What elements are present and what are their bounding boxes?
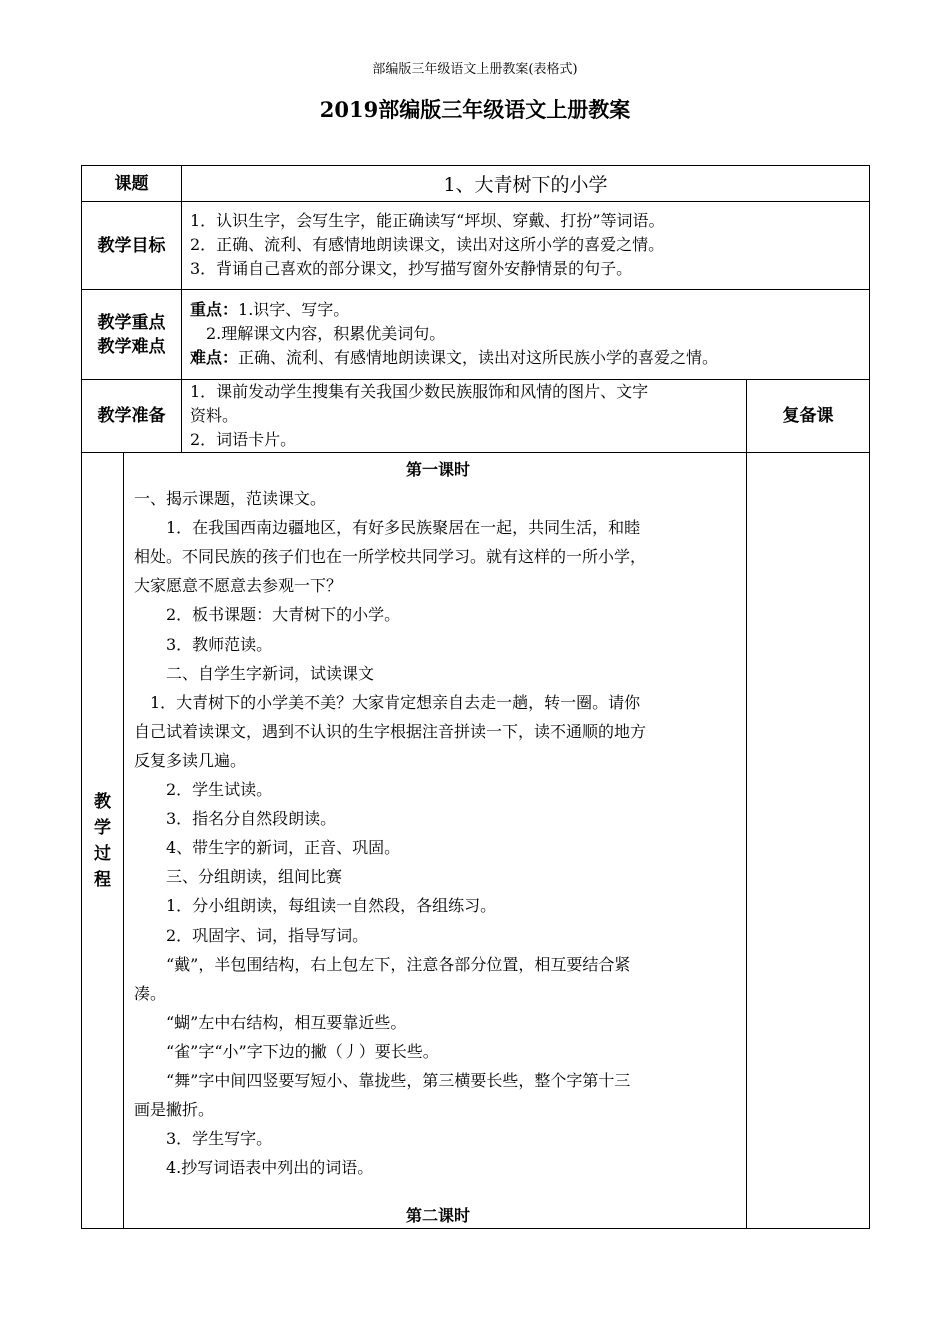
key-text: 1.识字、写字。 <box>238 300 350 319</box>
process-line: 1．大青树下的小学美不美？大家肯定想亲自去走一趟，转一圈。请你 <box>134 692 641 712</box>
process-line: “戴”，半包围结构，右上包左下，注意各部分位置，相互要结合紧 <box>134 954 631 974</box>
lesson-2-title: 第二课时 <box>405 1206 470 1225</box>
process-line: 3．学生写字。 <box>134 1129 273 1149</box>
table-rule <box>746 379 747 1229</box>
process-line: 2．学生试读。 <box>134 780 273 800</box>
running-header: 部编版三年级语文上册教案(表格式) <box>372 62 578 77</box>
process-line: 4.抄写词语表中列出的词语。 <box>134 1158 374 1178</box>
key-text: 2.理解课文内容，积累优美词句。 <box>206 324 446 343</box>
prep-line: 2．词语卡片。 <box>190 430 297 449</box>
table-rule <box>123 452 124 1229</box>
goals-content <box>190 209 865 281</box>
process-line: “舞”字中间四竖要写短小、靠拢些，第三横要长些，整个字第十三 <box>134 1070 631 1090</box>
difficulty-text: 正确、流利、有感情地朗读课文，读出对这所民族小学的喜爱之情。 <box>238 348 719 367</box>
key-line-2 <box>190 322 865 346</box>
process-line: 画是撇折。 <box>134 1100 215 1120</box>
process-line: 一、揭示课题，范读课文。 <box>134 489 327 509</box>
goals-label: 教学目标 <box>97 235 166 256</box>
table-rule <box>181 165 182 453</box>
key-line-1 <box>190 298 865 322</box>
prep-line: 1．课前发动学生搜集有关我国少数民族服饰和风情的图片、文字 <box>190 382 649 401</box>
process-line: “蝴”左中右结构，相互要靠近些。 <box>134 1012 407 1032</box>
process-line: 反复多读几遍。 <box>134 750 247 770</box>
lesson-1-title: 第一课时 <box>405 460 470 479</box>
review-label: 复备课 <box>782 406 834 426</box>
document-title: 2019部编版三年级语文上册教案 <box>319 97 631 122</box>
process-label-char: 教 <box>94 791 111 812</box>
goal-item: 1．认识生字，会写生字，能正确读写“坪坝、穿戴、打扮”等词语。 <box>190 211 665 230</box>
difficulty-line <box>190 346 865 370</box>
difficulty-heading: 难点： <box>190 348 239 367</box>
process-line: 二、自学生字新词，试读课文 <box>134 663 375 683</box>
goal-item: 3．背诵自己喜欢的部分课文，抄写描写窗外安静情景的句子。 <box>190 259 633 278</box>
process-line: “雀”字“小”字下边的撇（丿）要长些。 <box>134 1041 439 1061</box>
process-line: 自己试着读课文，遇到不认识的生字根据注音拼读一下，读不通顺的地方 <box>134 721 647 741</box>
prep-line: 资料。 <box>190 406 239 425</box>
prep-label: 教学准备 <box>97 406 166 426</box>
process-line: 2．巩固字、词，指导写词。 <box>134 925 369 945</box>
keypoints-label <box>82 290 181 379</box>
process-content <box>134 455 742 1182</box>
process-line: 3．教师范读。 <box>134 634 273 654</box>
keypoints-label-difficulty: 教学难点 <box>97 336 166 357</box>
goal-item: 2．正确、流利、有感情地朗读课文，读出对这所小学的喜爱之情。 <box>190 235 665 254</box>
process-label-char: 程 <box>94 869 111 890</box>
process-line: 1．在我国西南边疆地区，有好多民族聚居在一起，共同生活，和睦 <box>134 518 641 538</box>
topic-value: 1、大青树下的小学 <box>443 174 608 196</box>
key-heading: 重点： <box>190 300 239 319</box>
process-label-vertical <box>93 789 113 893</box>
table-rule <box>81 201 870 202</box>
process-line: 1．分小组朗读，每组读一自然段，各组练习。 <box>134 896 497 916</box>
process-line: 4、带生字的新词，正音、巩固。 <box>134 838 401 858</box>
process-line: 三、分组朗读，组间比赛 <box>134 867 343 887</box>
table-rule <box>869 165 870 1229</box>
process-line: 相处。不同民族的孩子们也在一所学校共同学习。就有这样的一所小学， <box>134 547 647 567</box>
process-label-char: 过 <box>94 843 111 864</box>
process-label <box>82 453 123 1228</box>
topic-label: 课题 <box>114 173 149 194</box>
process-label-char: 学 <box>94 817 111 838</box>
keypoints-label-key: 教学重点 <box>97 312 166 333</box>
table-rule <box>81 452 870 453</box>
process-line: 2．板书课题：大青树下的小学。 <box>134 605 401 625</box>
table-rule <box>81 289 870 290</box>
keypoints-content <box>190 298 865 370</box>
process-line: 3．指名分自然段朗读。 <box>134 809 337 829</box>
prep-content <box>190 380 742 452</box>
process-line: 大家愿意不愿意去参观一下？ <box>134 576 343 596</box>
process-line: 凑。 <box>134 983 167 1003</box>
